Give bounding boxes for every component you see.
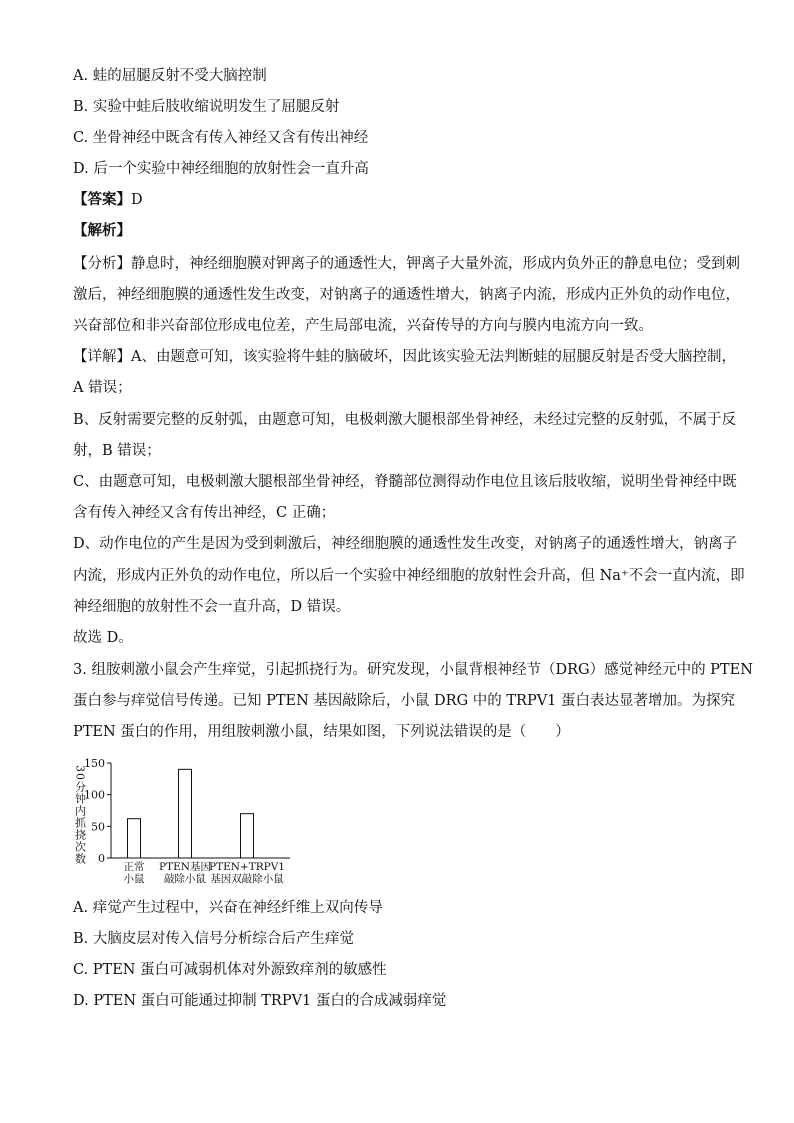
- analysis-line: 兴奋部位和非兴奋部位形成电位差，产生局部电流，兴奋传导的方向与膜内电流方向一致。: [73, 318, 653, 334]
- question3-stem: 蛋白参与痒觉信号传递。已知 PTEN 基因敲除后，小鼠 DRG 中的 TRPV1 蛋白表达显著增加。为探究: [73, 693, 736, 709]
- prev-option-d: D. 后一个实验中神经细胞的放射性会一直升高: [73, 161, 369, 177]
- detail-line: D、动作电位的产生是因为受到刺激后，神经细胞膜的通透性发生改变，对钠离子的通透性增大，钠离子: [73, 536, 738, 552]
- bar: [128, 819, 141, 858]
- detail-line: C、由题意可知，电极刺激大腿根部坐骨神经，脊髓部位测得动作电位且该后肢收缩，说明坐骨神经中既: [73, 474, 737, 490]
- y-axis-label: 30分钟内抓挠次数: [73, 765, 87, 865]
- detail-line: 含有传入神经又含有传出神经，C 正确；: [73, 505, 336, 521]
- detail-line: 【详解】A、由题意可知，该实验将牛蛙的脑破坏，因此该实验无法判断蛙的屈腿反射是否受大脑控制，: [73, 349, 736, 365]
- detail-line: 故选 D。: [73, 630, 133, 646]
- detail-line: 内流，形成内正外负的动作电位，所以后一个实验中神经细胞的放射性会升高，但 Na⁺不会一直内流，即: [73, 568, 745, 584]
- question3-option-d: D. PTEN 蛋白可能通过抑制 TRPV1 蛋白的合成减弱痒觉: [73, 993, 447, 1009]
- bar-chart: [70, 755, 300, 890]
- answer-value: D: [131, 192, 143, 208]
- y-tick-label: 0: [98, 852, 105, 865]
- y-tick-label: 100: [84, 788, 105, 802]
- question3-option-a: A. 痒觉产生过程中，兴奋在神经纤维上双向传导: [73, 900, 383, 916]
- detail-line: A 错误；: [73, 380, 132, 396]
- x-tick-label: 基因双敲除小鼠: [210, 873, 284, 885]
- question3-stem: 3. 组胺刺激小鼠会产生痒觉，引起抓挠行为。研究发现，小鼠背根神经节（DRG）感觉神经元中的 PTEN: [73, 662, 753, 678]
- detail-line: 神经细胞的放射性不会一直升高，D 错误。: [73, 599, 351, 615]
- prev-option-c: C. 坐骨神经中既含有传入神经又含有传出神经: [73, 130, 369, 146]
- answer-tag: 【答案】: [73, 191, 131, 208]
- x-tick-label: PTEN基因: [159, 861, 211, 873]
- answer-line: [73, 190, 143, 210]
- x-tick-label: PTEN+TRPV1: [209, 861, 285, 873]
- analysis-line: 激后，神经细胞膜的通透性发生改变，对钠离子的通透性增大，钠离子内流，形成内正外负的动作电位，: [73, 287, 740, 303]
- y-tick-label: 50: [91, 820, 105, 834]
- question3-stem: PTEN 蛋白的作用，用组胺刺激小鼠，结果如图，下列说法错误的是（ ）: [73, 724, 570, 740]
- prev-option-a: A. 蛙的屈腿反射不受大脑控制: [73, 68, 267, 84]
- x-tick-label: 小鼠: [123, 873, 145, 885]
- bar: [179, 769, 192, 858]
- detail-line: 射，B 错误；: [73, 443, 161, 459]
- detail-line: B、反射需要完整的反射弧，由题意可知，电极刺激大腿根部坐骨神经，未经过完整的反射弧，不属于反: [73, 412, 737, 428]
- analysis-line: 【分析】静息时，神经细胞膜对钾离子的通透性大，钾离子大量外流，形成内负外正的静息电位；受到刺: [73, 256, 740, 272]
- y-tick-label: 150: [84, 757, 105, 770]
- x-tick-label: 敲除小鼠: [164, 873, 206, 885]
- analysis-tag: 【解析】: [73, 222, 131, 239]
- x-tick-label: 正常: [123, 861, 145, 873]
- question3-option-b: B. 大脑皮层对传入信号分析综合后产生痒觉: [73, 931, 354, 947]
- prev-option-b: B. 实验中蛙后肢收缩说明发生了屈腿反射: [73, 99, 340, 115]
- bar: [241, 814, 254, 858]
- question3-option-c: C. PTEN 蛋白可减弱机体对外源致痒剂的敏感性: [73, 962, 387, 978]
